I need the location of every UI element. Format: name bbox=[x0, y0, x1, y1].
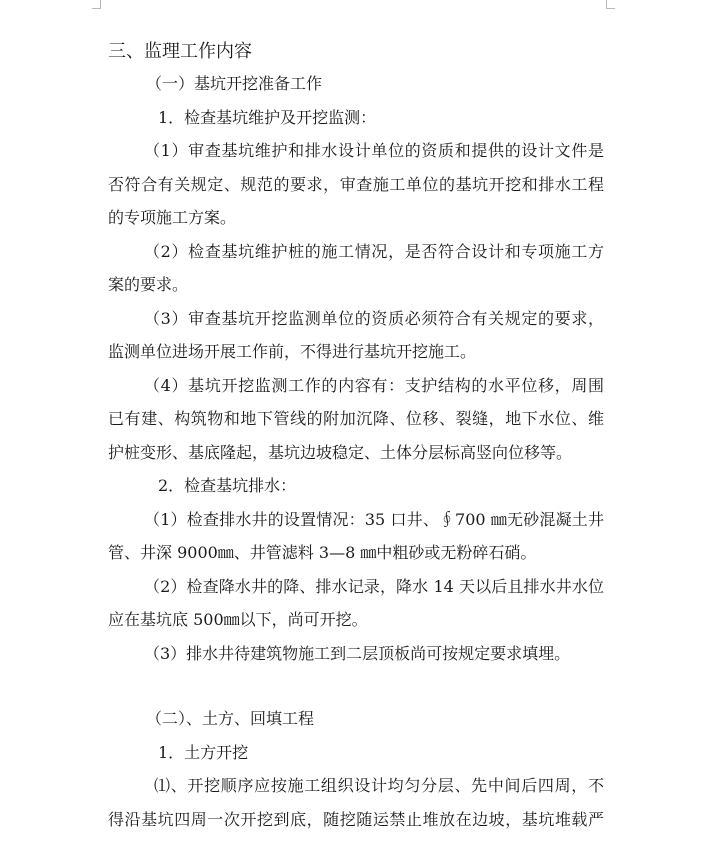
paragraph-3-line-2: 监测单位进场开展工作前，不得进行基坑开挖施工。 bbox=[108, 342, 477, 361]
paragraph-1-line-2: 否符合有关规定、规范的要求，审查施工单位的基坑开挖和排水工程 bbox=[108, 174, 604, 194]
paragraph-6-line-1: （2）检查降水井的降、排水记录，降水 14 天以后且排水井水位 bbox=[144, 576, 604, 596]
paragraph-4-line-1: （4）基坑开挖监测工作的内容有：支护结构的水平位移，周围 bbox=[144, 375, 604, 395]
subsection-title-2: （二）、土方、回填工程 bbox=[146, 709, 315, 728]
paragraph-7-line-1: （3）排水井待建筑物施工到二层顶板尚可按规定要求填埋。 bbox=[144, 643, 571, 663]
paragraph-2-line-2: 案的要求。 bbox=[108, 275, 189, 294]
paragraph-6-line-2: 应在基坑底 500㎜以下，尚可开挖。 bbox=[108, 610, 368, 629]
paragraph-1-line-3: 的专项施工方案。 bbox=[108, 208, 237, 227]
paragraph-3-line-1: （3）审查基坑开挖监测单位的资质必须符合有关规定的要求， bbox=[144, 308, 604, 328]
paragraph-8-line-2: 得沿基坑四周一次开挖到底，随挖随运禁止堆放在边坡，基坑堆载严 bbox=[108, 809, 604, 829]
document-page bbox=[108, 36, 604, 836]
item-title-1: 1．检查基坑维护及开挖监测： bbox=[158, 107, 377, 127]
blank-line bbox=[108, 670, 604, 702]
paragraph-2-line-1: （2）检查基坑维护桩的施工情况，是否符合设计和专项施工方 bbox=[144, 241, 604, 261]
subsection-title-1: （一）基坑开挖准备工作 bbox=[146, 74, 323, 93]
paragraph-8-line-1: ⑴、开挖顺序应按施工组织设计均匀分层、先中间后四周，不 bbox=[154, 776, 604, 795]
paragraph-4-line-3: 护桩变形、基底隆起，基坑边坡稳定、土体分层标高竖向位移等。 bbox=[108, 442, 573, 462]
page-corner-mark-left bbox=[92, 0, 101, 9]
paragraph-4-line-2: 已有建、构筑物和地下管线的附加沉降、位移、裂缝，地下水位、维 bbox=[108, 409, 604, 428]
paragraph-5-line-2: 管、井深 9000㎜、井管滤料 3—8 ㎜中粗砂或无粉碎石硝。 bbox=[108, 543, 537, 562]
page-corner-mark-right bbox=[606, 0, 615, 9]
section-title: 三、监理工作内容 bbox=[108, 41, 252, 62]
paragraph-1-line-1: （1）审查基坑维护和排水设计单位的资质和提供的设计文件是 bbox=[144, 141, 604, 160]
paragraph-5-line-1: （1）检查排水井的设置情况：35 口井、∮700 ㎜无砂混凝土井 bbox=[144, 509, 604, 529]
item-title-2: 2．检查基坑排水： bbox=[158, 476, 297, 495]
item-title-3: 1．土方开挖 bbox=[158, 742, 249, 762]
